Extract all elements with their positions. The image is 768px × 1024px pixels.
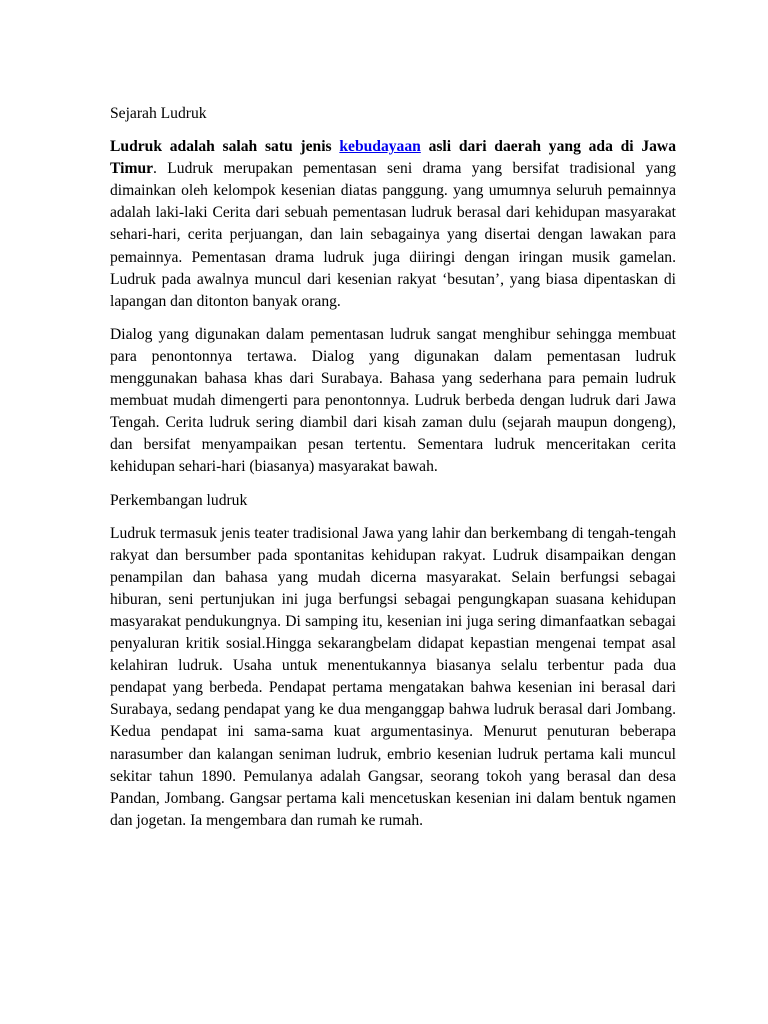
document-title: Sejarah Ludruk — [110, 105, 207, 122]
section-title-perkembangan: Perkembangan ludruk — [110, 491, 248, 509]
paragraph-intro — [110, 136, 676, 313]
intro-bold-start: Ludruk adalah salah satu jenis — [110, 138, 340, 156]
document-page — [110, 103, 676, 843]
paragraph-perkembangan: Ludruk termasuk jenis teater tradisional Jawa yang lahir dan berkembang di tengah-tengah rakyat dan bersumber pada spontanitas kehidupan rakyat. Ludruk disampaikan dengan penampilan dan bahasa yang mudah dicerna masyarakat. Selain berfungsi sebagai hiburan, seni pertunjukan ini juga berfungsi sebagai pengungkapan suasana kehidupan masyarakat pendukungnya. Di samping itu, kesenian ini juga sering dimanfaatkan sebagai penyaluran kritik sosial.Hingga sekarangbelam didapat kepastian mengenai tempat asal kelahiran ludruk. Usaha untuk menentukannya biasanya selalu terbentur pada dua pendapat yang berbeda. Pendapat pertama mengatakan bahwa kesenian ini berasal dari Surabaya, sedang pendapat yang ke dua menganggap bahwa ludruk berasal dari Jombang. Kedua pendapat ini sama-sama kuat argumentasinya. Menurut penuturan beberapa narasumber dan kalangan seniman ludruk, embrio kesenian ludruk pertama kali muncul sekitar tahun 1890. Pemulanya adalah Gangsar, seorang tokoh yang berasal dan desa Pandan, Jombang. Gangsar pertama kali mencetuskan kesenian ini dalam bentuk ngamen dan jogetan. Ia mengembara dan rumah ke rumah. — [110, 524, 676, 829]
intro-rest: . Ludruk merupakan pementasan seni drama yang bersifat tradisional yang dimainkan oleh kelompok kesenian diatas panggung. yang umumnya seluruh pemainnya adalah laki-laki Cerita dari sebuah pementasan ludruk berasal dari kehidupan masyarakat sehari-hari, cerita perjuangan, dan lain sebagainya yang disertai dengan lawakan para pemainnya. Pementasan drama ludruk juga diiringi dengan iringan musik gamelan. Ludruk pada awalnya muncul dari kesenian rakyat ‘besutan’, yang biasa dipentaskan di lapangan dan ditonton banyak orang. — [110, 160, 676, 310]
paragraph-dialog: Dialog yang digunakan dalam pementasan ludruk sangat menghibur sehingga membuat para penontonnya tertawa. Dialog yang digunakan dalam pementasan ludruk menggunakan bahasa khas dari Surabaya. Bahasa yang sederhana para pemain ludruk membuat mudah dimengerti para penontonnya. Ludruk berbeda dengan ludruk dari Jawa Tengah. Cerita ludruk sering diambil dari kisah zaman dulu (sejarah maupun dongeng), dan bersifat menyampaikan pesan tertentu. Sementara ludruk menceritakan cerita kehidupan sehari-hari (biasanya) masyarakat bawah. — [110, 325, 676, 476]
intro-bold-end: asli dari daerah yang ada di Jawa Timur — [110, 138, 676, 178]
kebudayaan-link[interactable]: kebudayaan — [339, 138, 421, 156]
